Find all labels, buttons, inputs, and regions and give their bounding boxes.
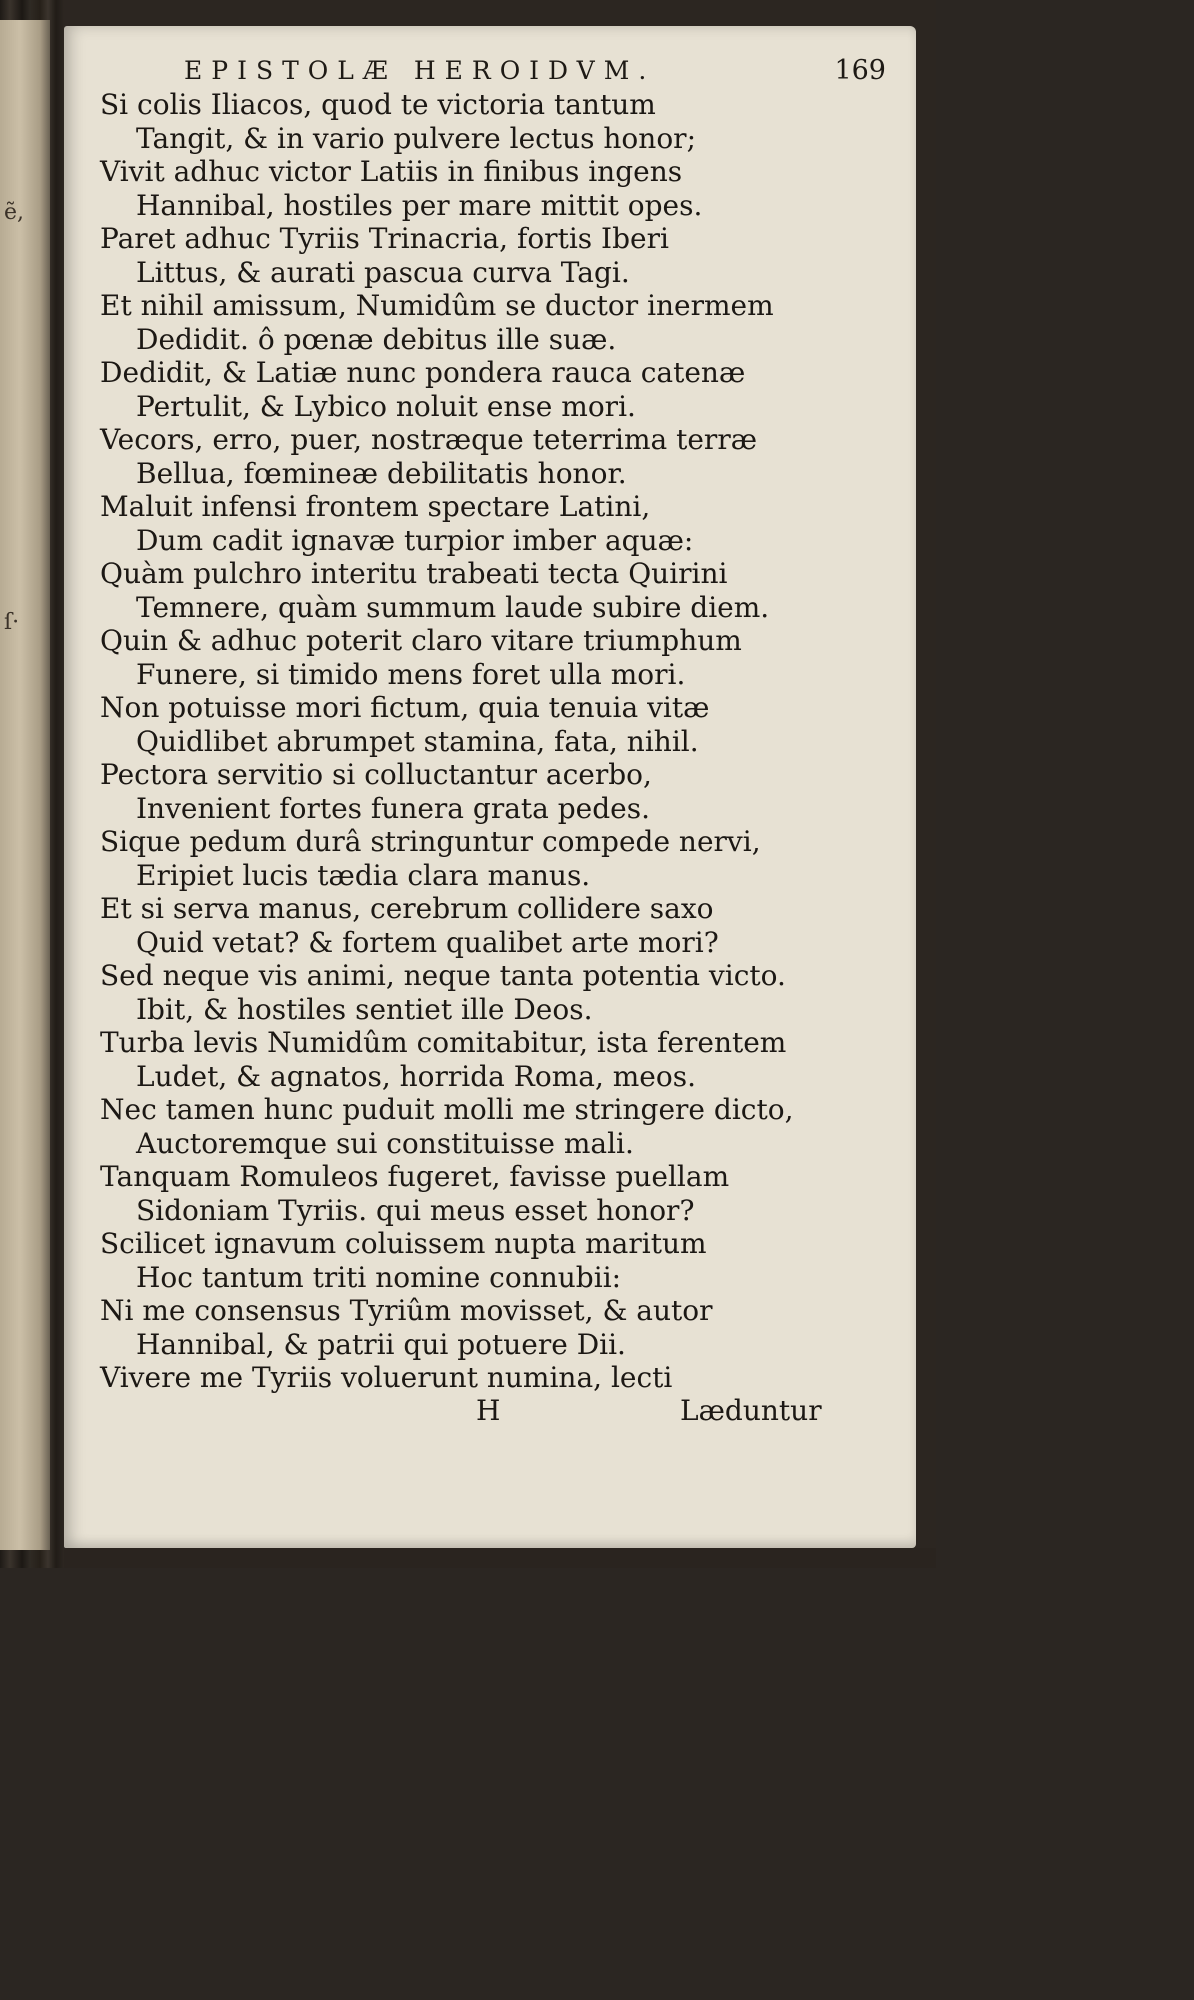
verse-text [100, 88, 900, 1395]
verse-line: Hoc tantum triti nomine connubii: [136, 1260, 622, 1294]
verse-line: Nec tamen hunc puduit molli me stringere dicto, [100, 1093, 794, 1126]
page-footer [64, 1394, 916, 1434]
verse-line: Dedidit. ô pœnæ debitus ille suæ. [136, 322, 617, 356]
verse-line: Pertulit, & Lybico noluit ense mori. [136, 389, 636, 423]
verse-line: Sed neque vis animi, neque tanta potentia victo. [100, 959, 786, 992]
verse-line: Vivere me Tyriis voluerunt numina, lecti [100, 1361, 673, 1394]
verse-line: Quàm pulchro interitu trabeati tecta Quirini [100, 557, 728, 590]
previous-page-edge [0, 20, 50, 1550]
verse-line: Ibit, & hostiles sentiet ille Deos. [136, 992, 593, 1026]
page-number: 169 [834, 55, 886, 86]
verse-line: Non potuisse mori fictum, quia tenuia vitæ [100, 691, 710, 724]
verse-line: Vecors, erro, puer, nostræque teterrima terræ [100, 423, 758, 456]
verse-line: Scilicet ignavum coluissem nupta maritum [100, 1227, 707, 1260]
verse-line: Invenient fortes funera grata pedes. [136, 791, 651, 825]
verse-line: Quid vetat? & fortem qualibet arte mori? [136, 925, 719, 959]
verse-line: Turba levis Numidûm comitabitur, ista ferentem [100, 1026, 787, 1059]
verse-line: Eripiet lucis tædia clara manus. [136, 858, 591, 892]
verse-line: Dedidit, & Latiæ nunc pondera rauca catenæ [100, 356, 746, 389]
running-head: EPISTOLÆ HEROIDVM. [184, 56, 656, 85]
verse-line: Quin & adhuc poterit claro vitare triumphum [100, 624, 742, 657]
catchword: Læduntur [680, 1394, 822, 1427]
verse-line: Auctoremque sui constituisse mali. [136, 1126, 634, 1160]
verse-line: Hannibal, hostiles per mare mittit opes. [136, 188, 703, 222]
verse-line: Paret adhuc Tyriis Trinacria, fortis Iberi [100, 222, 669, 255]
verse-line: Et nihil amissum, Numidûm se ductor inermem [100, 289, 774, 322]
margin-fragment: ẽ, [4, 200, 25, 225]
verse-line: Bellua, fœmineæ debilitatis honor. [136, 456, 627, 490]
verse-line: Tangit, & in vario pulvere lectus honor; [136, 121, 696, 155]
verse-line: Et si serva manus, cerebrum collidere saxo [100, 892, 714, 925]
signature-mark: H [476, 1394, 501, 1427]
verse-line: Dum cadit ignavæ turpior imber aquæ: [136, 523, 694, 557]
margin-fragment: ſ· [4, 610, 20, 635]
book-page [64, 26, 916, 1548]
verse-line: Maluit infensi frontem spectare Latini, [100, 490, 651, 523]
verse-line: Vivit adhuc victor Latiis in finibus ingens [100, 155, 683, 188]
verse-line: Sidoniam Tyriis. qui meus esset honor? [136, 1193, 695, 1227]
verse-line: Ludet, & agnatos, horrida Roma, meos. [136, 1059, 696, 1093]
verse-line: Sique pedum durâ stringuntur compede nervi, [100, 825, 761, 858]
verse-line: Pectora servitio si colluctantur acerbo, [100, 758, 652, 791]
verse-line: Tanquam Romuleos fugeret, favisse puellam [100, 1160, 730, 1193]
verse-line: Si colis Iliacos, quod te victoria tantum [100, 88, 656, 121]
verse-line: Funere, si timido mens foret ulla mori. [136, 657, 686, 691]
verse-line: Quidlibet abrumpet stamina, fata, nihil. [136, 724, 699, 758]
verse-line: Ni me consensus Tyriûm movisset, & autor [100, 1294, 713, 1327]
verse-line: Hannibal, & patrii qui potuere Dii. [136, 1327, 626, 1361]
book-bottom-edge [64, 1548, 936, 1568]
verse-line: Littus, & aurati pascua curva Tagi. [136, 255, 630, 289]
verse-line: Temnere, quàm summum laude subire diem. [136, 590, 770, 624]
